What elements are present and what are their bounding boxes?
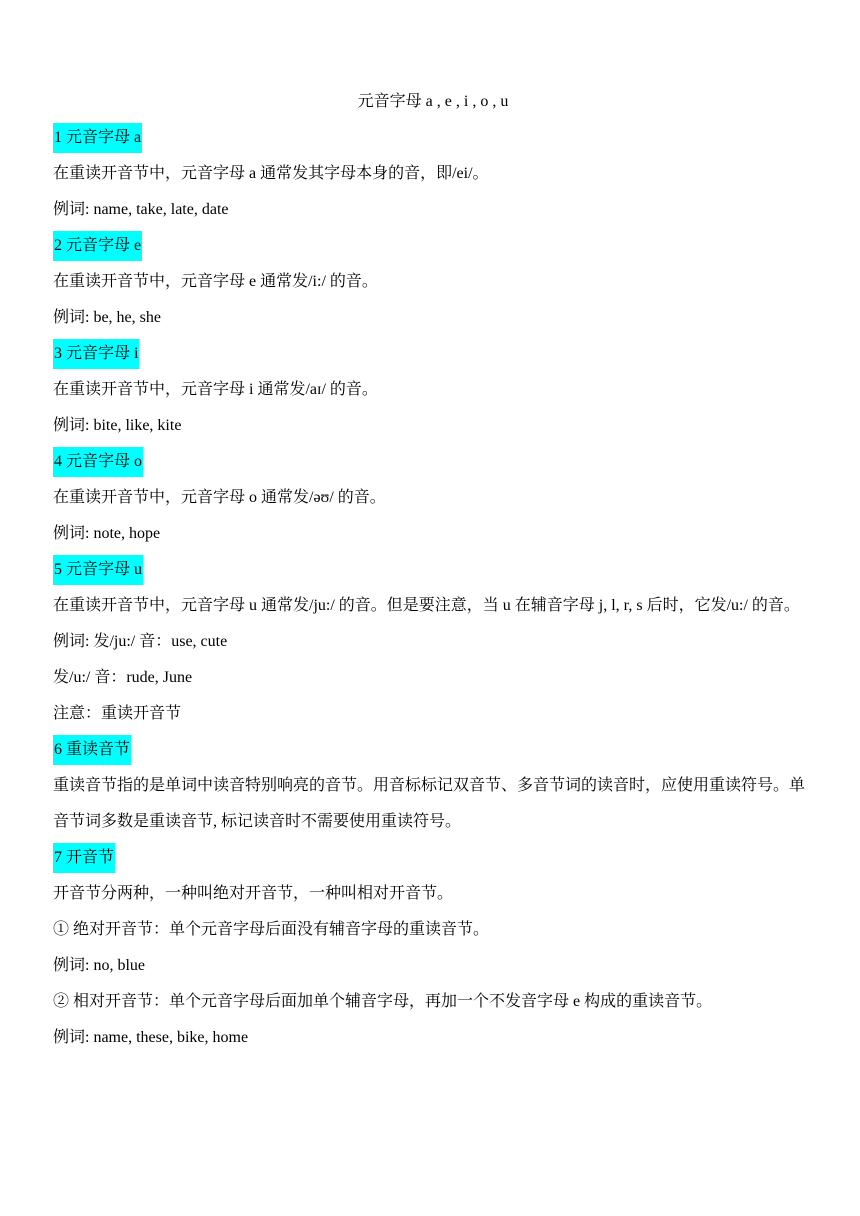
section-5-description: 在重读开音节中，元音字母 u 通常发/ju:/ 的音。但是要注意，当 u 在辅音字母 j, l, r, s 后时，它发/u:/ 的音。: [53, 597, 800, 614]
section-heading-1: [53, 120, 813, 156]
section-heading-2: [53, 228, 813, 264]
section-4-description: 在重读开音节中，元音字母 o 通常发/əʊ/ 的音。: [53, 489, 386, 506]
heading-highlight: 4 元音字母 o: [53, 447, 143, 477]
section-4-example: 例词: note, hope: [53, 525, 161, 542]
section-5-note: 注意：重读开音节: [53, 705, 182, 722]
section-1-example: 例词: name, take, late, date: [53, 201, 229, 218]
document-title: 元音字母 a , e , i , o , u: [357, 93, 509, 110]
section-5-example-1: 例词: 发/ju:/ 音：use, cute: [53, 633, 228, 650]
section-3-description: 在重读开音节中，元音字母 i 通常发/aɪ/ 的音。: [53, 381, 378, 398]
section-1-description: 在重读开音节中，元音字母 a 通常发其字母本身的音，即/ei/。: [53, 165, 489, 182]
section-2-description: 在重读开音节中，元音字母 e 通常发/i:/ 的音。: [53, 273, 378, 290]
heading-highlight: 1 元音字母 a: [53, 123, 142, 153]
section-6-description: 重读音节指的是单词中读音特别响亮的音节。用音标标记双音节、多音节词的读音时，应使用重读符号。单音节词多数是重读音节, 标记读音时不需要使用重读符号。: [53, 777, 806, 830]
section-7-description: 开音节分两种，一种叫绝对开音节，一种叫相对开音节。: [53, 885, 454, 902]
section-7-item-1-example: 例词: no, blue: [53, 957, 145, 974]
section-heading-5: [53, 552, 813, 588]
heading-highlight: 5 元音字母 u: [53, 555, 143, 585]
document-page: [53, 84, 813, 1056]
section-2-example: 例词: be, he, she: [53, 309, 161, 326]
section-3-example: 例词: bite, like, kite: [53, 417, 182, 434]
section-heading-4: [53, 444, 813, 480]
heading-highlight: 2 元音字母 e: [53, 231, 142, 261]
section-7-item-1: ① 绝对开音节：单个元音字母后面没有辅音字母的重读音节。: [53, 921, 490, 938]
section-7-item-2-example: 例词: name, these, bike, home: [53, 1029, 249, 1046]
section-heading-7: [53, 840, 813, 876]
heading-highlight: 3 元音字母 i: [53, 339, 139, 369]
section-heading-3: [53, 336, 813, 372]
heading-highlight: 6 重读音节: [53, 735, 131, 765]
section-5-example-2: 发/u:/ 音：rude, June: [53, 669, 193, 686]
section-heading-6: [53, 732, 813, 768]
section-7-item-2: ② 相对开音节：单个元音字母后面加单个辅音字母，再加一个不发音字母 e 构成的重读音节。: [53, 993, 713, 1010]
heading-highlight: 7 开音节: [53, 843, 115, 873]
